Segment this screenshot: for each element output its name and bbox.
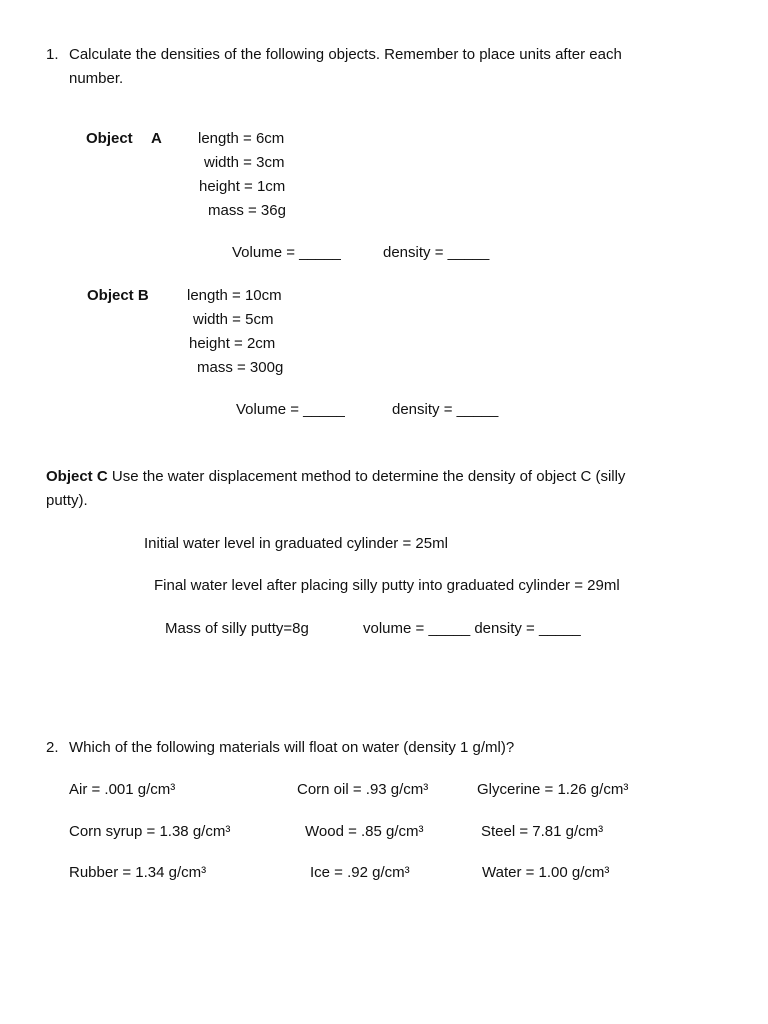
object-c-label: Object C — [46, 468, 108, 485]
object-c-mass: Mass of silly putty=8g — [165, 620, 309, 637]
material-wood: Wood = .85 g/cm³ — [305, 823, 424, 840]
object-b-length: length = 10cm — [187, 287, 282, 304]
object-a-volume: Volume = _____ — [232, 244, 341, 261]
object-a-mass: mass = 36g — [208, 202, 286, 219]
object-b-mass: mass = 300g — [197, 359, 284, 376]
object-c-final-level: Final water level after placing silly putty into graduated cylinder = 29ml — [154, 577, 620, 594]
material-water: Water = 1.00 g/cm³ — [482, 864, 610, 881]
object-c-text-line2: putty). — [46, 492, 88, 509]
object-b-volume: Volume = _____ — [236, 401, 345, 418]
object-c-volume-density: volume = _____ density = _____ — [363, 620, 581, 637]
object-b-label: Object B — [87, 287, 149, 304]
object-b-height: height = 2cm — [189, 335, 276, 352]
object-c-intro-line1 — [46, 466, 625, 488]
material-glycerine: Glycerine = 1.26 g/cm³ — [477, 781, 629, 798]
question-1-text-line2: number. — [69, 70, 124, 87]
material-rubber: Rubber = 1.34 g/cm³ — [69, 864, 207, 881]
question-1-text-line1: Calculate the densities of the following objects. Remember to place units after each — [69, 46, 622, 63]
question-2-text: Which of the following materials will float on water (density 1 g/ml)? — [69, 739, 515, 756]
material-air: Air = .001 g/cm³ — [69, 781, 176, 798]
question-1-number: 1. — [46, 46, 59, 63]
object-a-label: Object — [86, 130, 133, 147]
object-c-text-line1: Use the water displacement method to determine the density of object C (silly — [107, 468, 626, 485]
material-steel: Steel = 7.81 g/cm³ — [481, 823, 604, 840]
material-corn-syrup: Corn syrup = 1.38 g/cm³ — [69, 823, 231, 840]
object-b-density: density = _____ — [392, 401, 499, 418]
object-c-initial-level: Initial water level in graduated cylinder = 25ml — [144, 535, 448, 552]
object-a-letter: A — [151, 130, 162, 147]
object-a-height: height = 1cm — [199, 178, 286, 195]
object-a-length: length = 6cm — [198, 130, 285, 147]
material-ice: Ice = .92 g/cm³ — [310, 864, 410, 881]
material-corn-oil: Corn oil = .93 g/cm³ — [297, 781, 429, 798]
question-2-number: 2. — [46, 739, 59, 756]
object-a-width: width = 3cm — [204, 154, 285, 171]
object-b-width: width = 5cm — [193, 311, 274, 328]
object-a-density: density = _____ — [383, 244, 490, 261]
